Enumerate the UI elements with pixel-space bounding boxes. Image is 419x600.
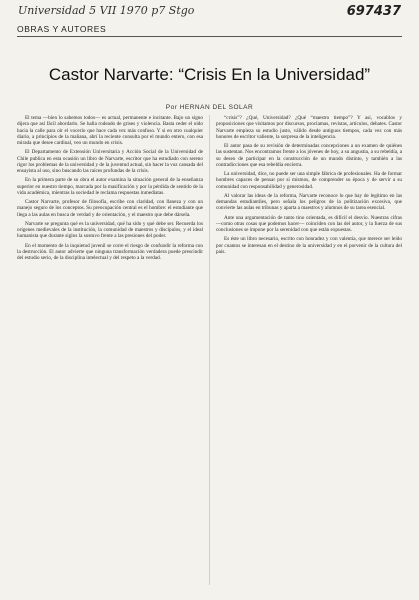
right-column (216, 115, 402, 593)
paragraph: El autor pasa de su revisión de determinadas concepciones a un examen de quiénes las sustentan. Nos encontramos frente a los jóvenes de hoy, a su angustia, a su rebeldía, a su deseo de participar en la construcción de un mundo distinto, y también a las contradicciones que esa rebeldía encierra. (216, 143, 402, 168)
paragraph: “crisis”? ¿Qué, Universidad? ¿Qué “maestro tiempo”? Y así, vocablos y proposiciones que visitamos por discursos, proclamas, revistas, artículos, debates. Castor Narvarte empieza su estudio justo, válido desde antiguos tiempos, cada vez con más honores de escritor valiente, la sorpresa de la inteligencia. (216, 115, 402, 140)
paragraph: Narvarte se pregunta qué es la universidad, qué ha sido y qué debe ser. Recuerda los orígenes medievales de la institución, la comunidad de maestros y discípulos, y el ideal humanista que durante siglos la sostuvo frente a las presiones del poder. (17, 220, 203, 240)
handwritten-code: 697437 (346, 4, 401, 19)
article-body (17, 115, 402, 593)
handwritten-annotation: Universidad 5 VII 1970 p7 Stgo (18, 4, 195, 17)
paragraph: La universidad, dice, no puede ser una simple fábrica de profesionales. Ha de formar hombres capaces de pensar por sí mismos, de comprender su época y de servir a su comunidad con responsabilidad y generosidad. (216, 171, 402, 190)
paragraph: Castor Narvarte, profesor de filosofía, escribe con claridad, con llaneza y con un manejo seguro de los conceptos. Su preocupación central es el hombre: el estudiante que llega a las aulas en busca de verdad y de orientación, y el maestro que debe dársela. (17, 199, 203, 218)
paragraph: Ante una argumentación de tanto tino orientada, es difícil el desvío. Nuestras cifras —como otras cosas que podemos hacer— coinciden con las del autor, y la fuerza de sus conclusiones se impone por la serenidad con que están expuestas. (216, 214, 402, 233)
left-column (17, 115, 203, 593)
article-title: Castor Narvarte: “Crisis En la Universidad” (48, 65, 371, 85)
paragraph: En la primera parte de su obra el autor examina la situación general de la enseñanza superior en nuestro tiempo, marcada por la masificación y por la pérdida de sentido de la vida académica, mientras la sociedad le reclama respuestas inmediatas. (17, 177, 203, 196)
article-byline: Por HERNAN DEL SOLAR (165, 104, 254, 111)
paragraph: Al valorar las ideas de la reforma, Narvarte reconoce lo que hay de legítimo en las demandas estudiantiles, pero señala los peligros de la politización excesiva, que convierte las aulas en tribunas y aparta a maestros y alumnos de su tarea esencial. (216, 192, 402, 212)
header-rule (17, 36, 402, 37)
paragraph: En el momento de la inquietud juvenil se corre el riesgo de confundir la reforma con la destrucción. El autor advierte que ninguna transformación verdadera puede prescindir del estudio serio, de la disciplina intelectual y del respeto a la verdad. (17, 242, 203, 261)
paragraph: Es éste un libro necesario, escrito con honradez y con valentía, que merece ser leído por cuantos se interesan en el destino de la universidad y en el porvenir de la cultura del país. (216, 236, 402, 255)
section-label: OBRAS Y AUTORES (17, 24, 107, 34)
paragraph: El tema —bien lo sabemos todos— es actual, permanente e incitante. Bajo un signo dijera que así fácil abordarlo. Se halla rodeado de grises y violencia. Basta ceder el oído hacia la calle para oír el vocerío que hace cada vez más confuso. Y si en otro cualquier diario, a principios de la mañana, abrí la reciente consulta por el mundo entero, con esa mirada que desee cardinal, veo un mundo en crisis. (17, 115, 203, 146)
paragraph: El Departamento de Extensión Universitaria y Acción Social de la Universidad de Chile publica en esta ocasión un libro de Narvarte, escritor que ha estudiado con sereno rigor los problemas de la universidad y de la juventud actual, sin hacer la voz cansada del ensayista al uso, sino buscando las raíces profundas de la crisis. (17, 149, 203, 174)
